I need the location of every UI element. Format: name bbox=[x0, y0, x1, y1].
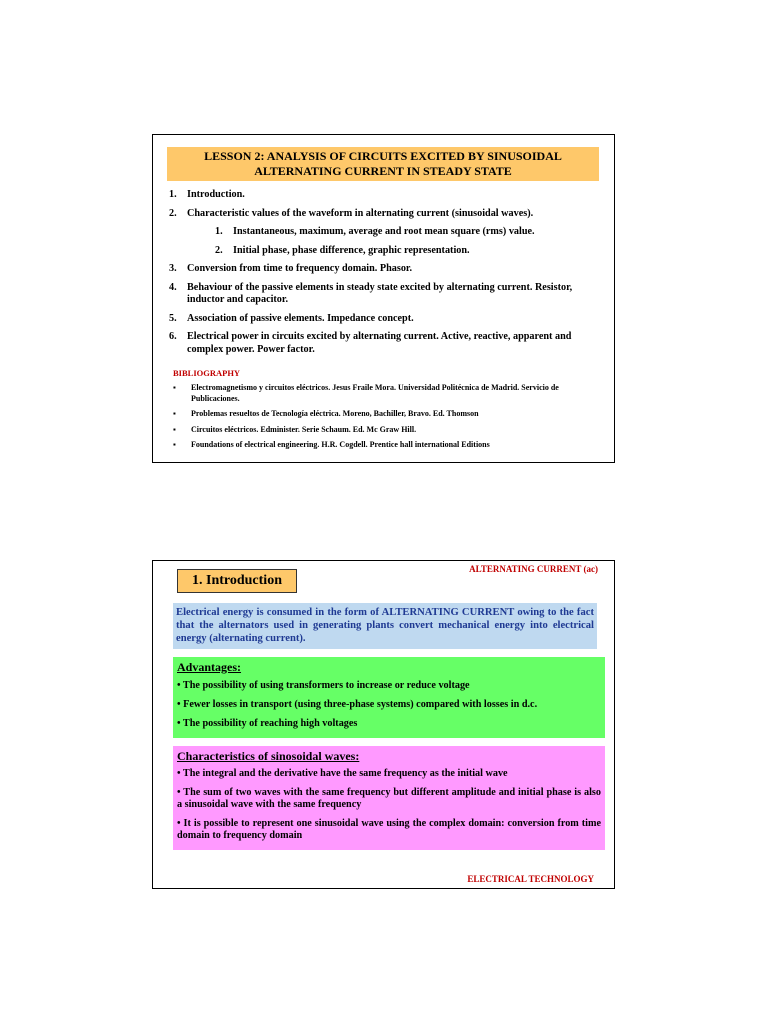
bibliography-text: Foundations of electrical engineering. H.R. Cogdell. Prentice hall international Editions bbox=[191, 440, 490, 449]
advantage-item: • Fewer losses in transport (using three-phase systems) compared with losses in d.c. bbox=[177, 699, 538, 710]
characteristic-item: • The sum of two waves with the same frequency but different amplitude and initial phase is also a sinusoidal wave with the same frequency bbox=[177, 786, 601, 810]
outline-text: Association of passive elements. Impedance concept. bbox=[187, 312, 414, 324]
outline-subitem bbox=[169, 245, 609, 258]
outline-number: 6. bbox=[169, 331, 177, 342]
outline-number: 4. bbox=[169, 281, 177, 293]
outline-item bbox=[169, 313, 609, 326]
slide-introduction bbox=[152, 560, 615, 889]
outline-item bbox=[169, 263, 609, 276]
advantage-item: • The possibility of using transformers to increase or reduce voltage bbox=[177, 680, 470, 691]
characteristics-heading: Characteristics of sinosoidal waves: bbox=[177, 749, 360, 763]
outline-text: Introduction. bbox=[187, 189, 245, 200]
outline-number: 5. bbox=[169, 312, 177, 324]
outline-text: Initial phase, phase difference, graphic representation. bbox=[233, 244, 470, 256]
characteristic-item: • The integral and the derivative have the same frequency as the initial wave bbox=[177, 768, 508, 779]
outline-item bbox=[169, 208, 609, 221]
slide-footer: ELECTRICAL TECHNOLOGY bbox=[467, 874, 594, 884]
square-bullet-icon: ▪ bbox=[173, 383, 176, 392]
lesson-title bbox=[167, 147, 599, 181]
advantages-box bbox=[173, 657, 605, 738]
outline-text: Conversion from time to frequency domain. Phasor. bbox=[187, 263, 413, 274]
bibliography-list bbox=[173, 383, 593, 456]
bibliography-text: Electromagnetismo y circuitos eléctricos. Jesus Fraile Mora. Universidad Politécnica de Madrid. Servicio de Publicaciones. bbox=[191, 383, 559, 403]
outline-number: 1. bbox=[169, 189, 177, 200]
intro-paragraph: Electrical energy is consumed in the form of ALTERNATING CURRENT owing to the fact that the alternators used in generating plants convert mechanical energy into electrical energy (alternating current). bbox=[173, 603, 597, 649]
bibliography-item bbox=[173, 409, 593, 420]
bibliography-item bbox=[173, 425, 593, 436]
bibliography-text: Problemas resueltos de Tecnología eléctrica. Moreno, Bachiller, Bravo. Ed. Thomson bbox=[191, 409, 479, 418]
outline-subitem bbox=[169, 226, 609, 239]
outline-text: Behaviour of the passive elements in steady state excited by alternating current. Resistor, inductor and capacitor. bbox=[187, 281, 573, 305]
outline-number: 2. bbox=[215, 244, 223, 256]
lesson-title-line2: ALTERNATING CURRENT IN STEADY STATE bbox=[254, 164, 512, 178]
outline-item bbox=[169, 331, 609, 356]
section-title: 1. Introduction bbox=[177, 569, 297, 593]
outline-number: 3. bbox=[169, 263, 177, 274]
advantage-item: • The possibility of reaching high voltages bbox=[177, 718, 358, 729]
square-bullet-icon: ▪ bbox=[173, 409, 176, 418]
bibliography-item bbox=[173, 440, 593, 451]
bibliography-heading: BIBLIOGRAPHY bbox=[173, 368, 241, 378]
slide-lesson-outline bbox=[152, 134, 615, 463]
outline-number: 2. bbox=[169, 207, 177, 219]
outline-item bbox=[169, 282, 609, 307]
outline-text: Electrical power in circuits excited by alternating current. Active, reactive, apparent and complex power. Power factor. bbox=[187, 331, 572, 355]
characteristic-item: • It is possible to represent one sinusoidal wave using the complex domain: conversion from time domain to frequency domain bbox=[177, 817, 601, 841]
square-bullet-icon: ▪ bbox=[173, 424, 176, 434]
bibliography-item bbox=[173, 383, 593, 404]
lesson-outline bbox=[169, 189, 609, 362]
square-bullet-icon: ▪ bbox=[173, 440, 176, 449]
outline-item bbox=[169, 189, 609, 202]
outline-text: Instantaneous, maximum, average and root mean square (rms) value. bbox=[233, 226, 535, 237]
characteristics-box bbox=[173, 746, 605, 850]
lesson-title-line1: LESSON 2: ANALYSIS OF CIRCUITS EXCITED BY SINUSOIDAL bbox=[204, 149, 562, 163]
advantages-heading: Advantages: bbox=[177, 660, 242, 674]
bibliography-text: Circuitos eléctricos. Edminister. Serie Schaum. Ed. Mc Graw Hill. bbox=[191, 424, 417, 434]
outline-number: 1. bbox=[215, 226, 223, 237]
outline-text: Characteristic values of the waveform in alternating current (sinusoidal waves). bbox=[187, 207, 534, 219]
slide-header: ALTERNATING CURRENT (ac) bbox=[469, 564, 598, 574]
